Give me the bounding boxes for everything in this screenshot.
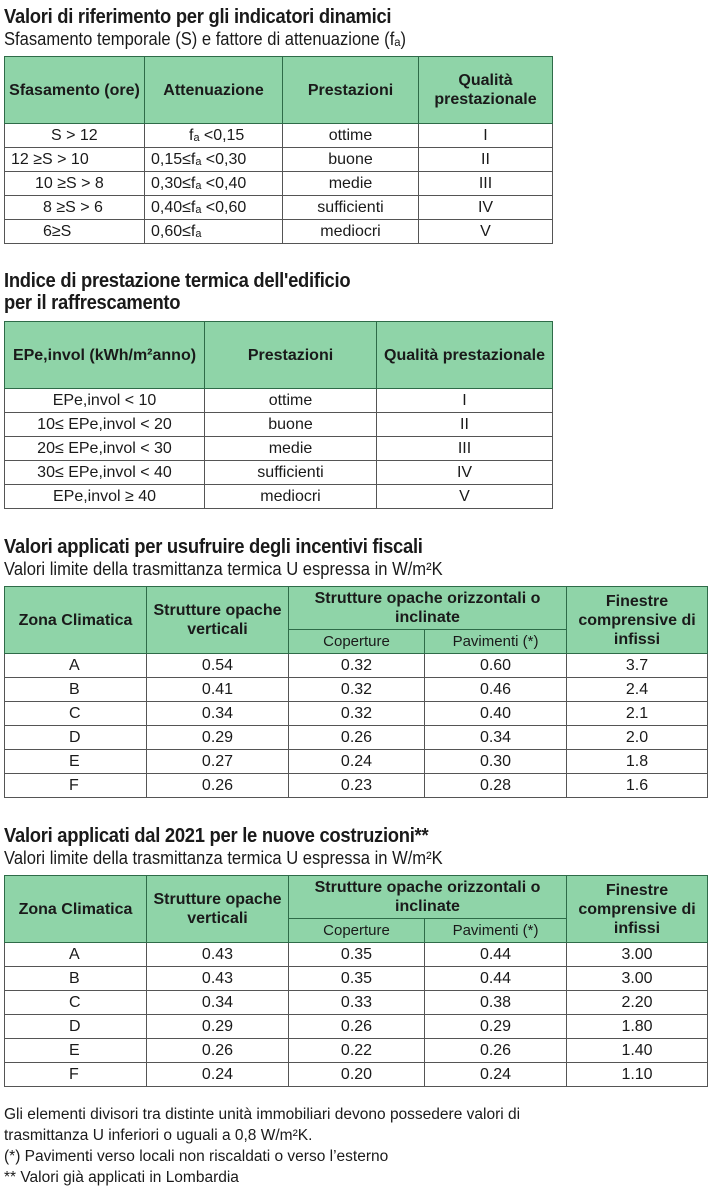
table-row: B 0.43 0.35 0.44 3.00	[5, 967, 708, 991]
table-row: 20≤ EPe,invol < 30 medie III	[5, 437, 553, 461]
header-verticali: Strutture opache verticali	[147, 587, 289, 654]
table-row: S > 12 fₐ <0,15 ottime I	[5, 124, 553, 148]
footnote-line: ** Valori già applicati in Lombardia	[4, 1169, 239, 1186]
header-zona: Zona Climatica	[5, 876, 147, 943]
header-pavimenti: Pavimenti (*)	[425, 919, 567, 943]
section4-subtitle: Valori limite della trasmittanza termica U espressa in W/m²K	[4, 848, 443, 868]
footnote-line: Gli elementi divisori tra distinte unità immobiliari devono possedere valori di	[4, 1106, 521, 1123]
header-coperture: Coperture	[289, 630, 425, 654]
table-row: 10 ≥S > 8 0,30≤fₐ <0,40 medie III	[5, 172, 553, 196]
section1-title: Valori di riferimento per gli indicatori dinamici	[4, 6, 392, 28]
section3-title: Valori applicati per usufruire degli incentivi fiscali	[4, 536, 423, 558]
table-row: A 0.43 0.35 0.44 3.00	[5, 943, 708, 967]
footnote-line: (*) Pavimenti verso locali non riscaldati o verso l’esterno	[4, 1148, 389, 1165]
section1-subtitle: Sfasamento temporale (S) e fattore di attenuazione (fₐ)	[4, 29, 406, 49]
table-row: 6≥S 0,60≤fₐ mediocri V	[5, 220, 553, 244]
cooling-performance-table	[4, 321, 553, 509]
header-orizzontali: Strutture opache orizzontali o inclinate	[289, 587, 567, 630]
table-row: 12 ≥S > 10 0,15≤fₐ <0,30 buone II	[5, 148, 553, 172]
table-row: EPe,invol < 10 ottime I	[5, 389, 553, 413]
table-row: EPe,invol ≥ 40 mediocri V	[5, 485, 553, 509]
header-epe-invol: EPe,invol (kWh/m²anno)	[5, 322, 205, 389]
header-finestre: Finestre comprensive di infissi	[567, 876, 708, 943]
table-row: F 0.26 0.23 0.28 1.6	[5, 774, 708, 798]
header-pavimenti: Pavimenti (*)	[425, 630, 567, 654]
fiscal-incentives-table	[4, 586, 708, 798]
table-row: E 0.27 0.24 0.30 1.8	[5, 750, 708, 774]
header-attenuazione: Attenuazione	[145, 57, 283, 124]
footnote-line: trasmittanza U inferiori o uguali a 0,8 W/m²K.	[4, 1127, 313, 1144]
table-row: D 0.29 0.26 0.34 2.0	[5, 726, 708, 750]
new-construction-table	[4, 875, 708, 1087]
header-qualita: Qualità prestazionale	[377, 322, 553, 389]
header-sfasamento: Sfasamento (ore)	[5, 57, 145, 124]
table-row: E 0.26 0.22 0.26 1.40	[5, 1039, 708, 1063]
header-verticali: Strutture opache verticali	[147, 876, 289, 943]
table-row: F 0.24 0.20 0.24 1.10	[5, 1063, 708, 1087]
table-row: C 0.34 0.32 0.40 2.1	[5, 702, 708, 726]
header-coperture: Coperture	[289, 919, 425, 943]
header-finestre: Finestre comprensive di infissi	[567, 587, 708, 654]
section3-subtitle: Valori limite della trasmittanza termica U espressa in W/m²K	[4, 559, 443, 579]
table-row: 10≤ EPe,invol < 20 buone II	[5, 413, 553, 437]
table-row: A 0.54 0.32 0.60 3.7	[5, 654, 708, 678]
header-orizzontali: Strutture opache orizzontali o inclinate	[289, 876, 567, 919]
header-zona: Zona Climatica	[5, 587, 147, 654]
header-qualita: Qualità prestazionale	[419, 57, 553, 124]
section4-title: Valori applicati dal 2021 per le nuove costruzioni**	[4, 825, 429, 847]
table-row: 30≤ EPe,invol < 40 sufficienti IV	[5, 461, 553, 485]
footnotes	[4, 1104, 704, 1188]
table-row: B 0.41 0.32 0.46 2.4	[5, 678, 708, 702]
dynamic-indicators-table	[4, 56, 553, 244]
header-prestazioni: Prestazioni	[205, 322, 377, 389]
table-row: C 0.34 0.33 0.38 2.20	[5, 991, 708, 1015]
header-prestazioni: Prestazioni	[283, 57, 419, 124]
section2-title-line2: per il raffrescamento	[4, 292, 181, 314]
section2-title-line1: Indice di prestazione termica dell'edificio	[4, 270, 351, 292]
table-row: D 0.29 0.26 0.29 1.80	[5, 1015, 708, 1039]
table-row: 8 ≥S > 6 0,40≤fₐ <0,60 sufficienti IV	[5, 196, 553, 220]
